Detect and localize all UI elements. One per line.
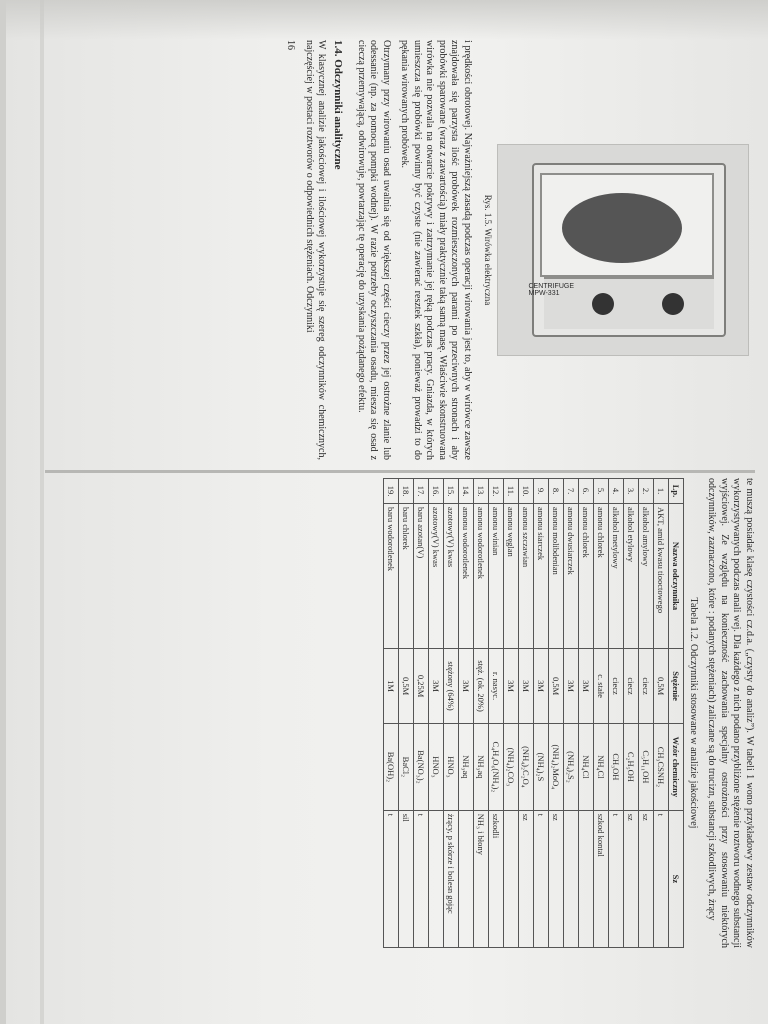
column-header-hazard: Sz	[669, 810, 684, 947]
page-number: 16	[285, 40, 297, 50]
figure-caption: Rys. 1.5. Wirówka elektryczna	[483, 194, 493, 306]
rotor-window	[562, 193, 682, 263]
reagents-table	[383, 478, 684, 948]
row-name: amonu wodorotlenek	[459, 504, 474, 649]
paragraph-1: i prędkości obrotowej. Najważniejszą zasadą podczas operacji wirowania jest to, aby w wirówce zawsze znajdowała się parzysta ilość probówek rozmieszczonych parami po przeciwnych stronach i aby probówki sparowane (wraz z zawartością) miały praktycznie taką samą masę. Właściwie skonstruowana wirówka nie pozwala na otwarcie pokrywy i zatrzymanie jej ręką podczas pracy. Gniazda, w których umieszcza się probówki powinny być czyste (nie zawierać resztek szkła), ponieważ prowadzi to do pękania wirowanych probówek.	[399, 40, 473, 460]
row-concentration: r. nasyc.	[489, 649, 504, 724]
table-row	[459, 479, 474, 948]
row-concentration: 1M	[384, 649, 399, 724]
table-header-row	[669, 479, 684, 948]
speed-knob-icon	[592, 293, 614, 315]
row-formula: Ba(OH)₂	[384, 724, 399, 811]
row-formula: (NH₄)₂S	[534, 724, 549, 811]
row-name: amonu siarczek	[534, 504, 549, 649]
row-formula: C₂H₅OH	[624, 724, 639, 811]
row-hazard: żrący, p skórze i bolesn gojąc	[444, 810, 459, 947]
centrifuge-label: CENTRIFUGE MPW-331	[528, 283, 574, 297]
table-row	[564, 479, 579, 948]
row-name: baru wodorotlenek	[384, 504, 399, 649]
row-concentration: stęż. (ok. 20%)	[474, 649, 489, 724]
centrifuge-body	[528, 163, 726, 337]
row-hazard: szkodli	[489, 810, 504, 947]
row-name: amonu chlorek	[594, 504, 609, 649]
row-concentration: 3M	[534, 649, 549, 724]
row-concentration: ciecz	[624, 649, 639, 724]
section-heading: 1.4. Odczynniki analityczne	[332, 40, 345, 170]
row-name: baru chlorek	[399, 504, 414, 649]
row-concentration: 3M	[579, 649, 594, 724]
table-row	[624, 479, 639, 948]
table-row	[429, 479, 444, 948]
column-header-lp: Lp.	[669, 479, 684, 504]
centrifuge-photo	[497, 144, 749, 356]
row-formula: BaCl₂	[399, 724, 414, 811]
table-body	[384, 479, 669, 948]
right-page	[115, 478, 755, 948]
row-lp: 13.	[474, 479, 489, 504]
intro-paragraph: te muszą posiadać klasę czystości cz.d.a. („czysty do analiz”). W tabeli 1 wono przykładowy zestaw odczynników wykorzystywanych podczas anali wej. Dla każdego z nich podano przybliżone stężenie roztworu wodnego substancji wyjściowej. Ze względu na konieczność zachowania specjalny ostrożności przy stosowaniu niektórych odczynników, zaznaczono, które : podanych stężeniach) zaliczane są do trucizn, substancji szkodliwych, żrący	[706, 478, 755, 948]
row-formula: C₅H₁₁OH	[639, 724, 654, 811]
row-hazard: t	[654, 810, 669, 947]
row-name: alkohol metylowy	[609, 504, 624, 649]
table-row	[654, 479, 669, 948]
row-hazard: sz	[549, 810, 564, 947]
row-name: AKT, amid kwasu tiooctowego	[654, 504, 669, 649]
row-hazard: t	[609, 810, 624, 947]
control-panel	[528, 277, 714, 329]
row-lp: 6.	[579, 479, 594, 504]
paragraph-2: Otrzymany przy wirowaniu osad uwalnia się od większej części cieczy przez jej ostrożne zlanie lub odessanie (np. za pomocą pompki wodnej). W razie potrzeby oczyszczania osadu, miesza się osad z cieczą przemywającą, odwirowuje, powtarzając tę operację do uzyskania pożądanego efektu.	[356, 40, 392, 460]
table-row	[534, 479, 549, 948]
row-concentration: 3M	[429, 649, 444, 724]
row-concentration: 0,5M	[549, 649, 564, 724]
row-hazard: sil	[399, 810, 414, 947]
row-concentration: 0,5M	[654, 649, 669, 724]
table-row	[399, 479, 414, 948]
row-concentration: 3M	[564, 649, 579, 724]
table-row	[549, 479, 564, 948]
row-concentration: 3M	[504, 649, 519, 724]
table-row	[384, 479, 399, 948]
row-lp: 15.	[444, 479, 459, 504]
row-concentration: ciecz	[609, 649, 624, 724]
row-hazard	[429, 810, 444, 947]
table-row	[639, 479, 654, 948]
row-formula: C₄H₄O₆(NH₄)₂	[489, 724, 504, 811]
row-hazard: sz	[519, 810, 534, 947]
row-lp: 1.	[654, 479, 669, 504]
row-concentration: 0,25M	[414, 649, 429, 724]
row-formula: CH₃CSNH₂	[654, 724, 669, 811]
row-formula: NH₄Cl	[579, 724, 594, 811]
row-lp: 8.	[549, 479, 564, 504]
row-name: azotowy(V) kwas	[444, 504, 459, 649]
row-concentration: stężony (64%)	[444, 649, 459, 724]
row-hazard	[459, 810, 474, 947]
row-concentration: ciecz	[639, 649, 654, 724]
table-row	[609, 479, 624, 948]
row-lp: 12.	[489, 479, 504, 504]
row-hazard: t	[414, 810, 429, 947]
table-row	[474, 479, 489, 948]
scan-shadow	[0, 0, 768, 40]
row-hazard	[564, 810, 579, 947]
row-name: amonu węglan	[504, 504, 519, 649]
centrifuge-lid	[540, 173, 714, 277]
row-hazard: sz	[624, 810, 639, 947]
row-name: baru azotan(V)	[414, 504, 429, 649]
row-lp: 16.	[429, 479, 444, 504]
row-concentration: 0,5M	[399, 649, 414, 724]
table-title: Tabela 1.2. Odczynniki stosowane w analizie jakościowej	[688, 597, 699, 829]
row-name: amonu chlorek	[579, 504, 594, 649]
row-formula: CH₃OH	[609, 724, 624, 811]
row-lp: 7.	[564, 479, 579, 504]
row-lp: 11.	[504, 479, 519, 504]
section-paragraph: W klasycznej analizie jakościowej i ilościowej wykorzystuje się szereg odczynników chemicznych, najczęściej w postaci roztworów o odpowiednich stężeniach. Odczynniki	[304, 40, 328, 460]
left-page	[115, 40, 755, 460]
row-formula: (NH₄)₂CO₃	[504, 724, 519, 811]
row-name: azotowy(V) kwas	[429, 504, 444, 649]
table-row	[414, 479, 429, 948]
table-row	[579, 479, 594, 948]
column-header-formula: Wzór chemiczny	[669, 724, 684, 811]
row-hazard: sz	[639, 810, 654, 947]
table-row	[489, 479, 504, 948]
row-hazard	[504, 810, 519, 947]
row-hazard	[579, 810, 594, 947]
row-concentration: 3M	[519, 649, 534, 724]
row-lp: 19.	[384, 479, 399, 504]
page-fold	[45, 470, 755, 473]
row-lp: 4.	[609, 479, 624, 504]
column-header-concentration: Stężenie	[669, 649, 684, 724]
table-row	[519, 479, 534, 948]
row-name: alkohol etylowy	[624, 504, 639, 649]
row-lp: 5.	[594, 479, 609, 504]
row-name: amonu szczawian	[519, 504, 534, 649]
row-name: alkohol amylowy	[639, 504, 654, 649]
row-formula: NH₄Cl	[594, 724, 609, 811]
row-lp: 3.	[624, 479, 639, 504]
row-lp: 17.	[414, 479, 429, 504]
row-formula: NH₃aq	[459, 724, 474, 811]
row-concentration: c. stałe	[594, 649, 609, 724]
timer-knob-icon	[662, 293, 684, 315]
column-header-name: Nazwa odczynnika	[669, 504, 684, 649]
row-hazard: szkod kontal	[594, 810, 609, 947]
row-formula: (NH₄)₂C₂O₄	[519, 724, 534, 811]
row-hazard: NH₃ i błony	[474, 810, 489, 947]
row-name: amonu molibdenian	[549, 504, 564, 649]
row-lp: 10.	[519, 479, 534, 504]
row-formula: Ba(NO₃)₂	[414, 724, 429, 811]
row-formula: NH₃aq	[474, 724, 489, 811]
row-lp: 2.	[639, 479, 654, 504]
row-hazard: t	[384, 810, 399, 947]
page-edge	[40, 0, 44, 1024]
row-formula: HNO₃	[444, 724, 459, 811]
row-formula: (NH₄)₂S₂	[564, 724, 579, 811]
binding-edge	[0, 0, 6, 1024]
row-lp: 14.	[459, 479, 474, 504]
row-name: amonu winian	[489, 504, 504, 649]
row-formula: HNO₃	[429, 724, 444, 811]
row-hazard: t	[534, 810, 549, 947]
table-row	[444, 479, 459, 948]
row-name: amonu dwusiarczek	[564, 504, 579, 649]
row-lp: 18.	[399, 479, 414, 504]
table-row	[504, 479, 519, 948]
table-row	[594, 479, 609, 948]
row-concentration: 3M	[459, 649, 474, 724]
row-name: amonu wodorotlenek	[474, 504, 489, 649]
row-formula: (NH₄)₂MoO₄	[549, 724, 564, 811]
row-lp: 9.	[534, 479, 549, 504]
